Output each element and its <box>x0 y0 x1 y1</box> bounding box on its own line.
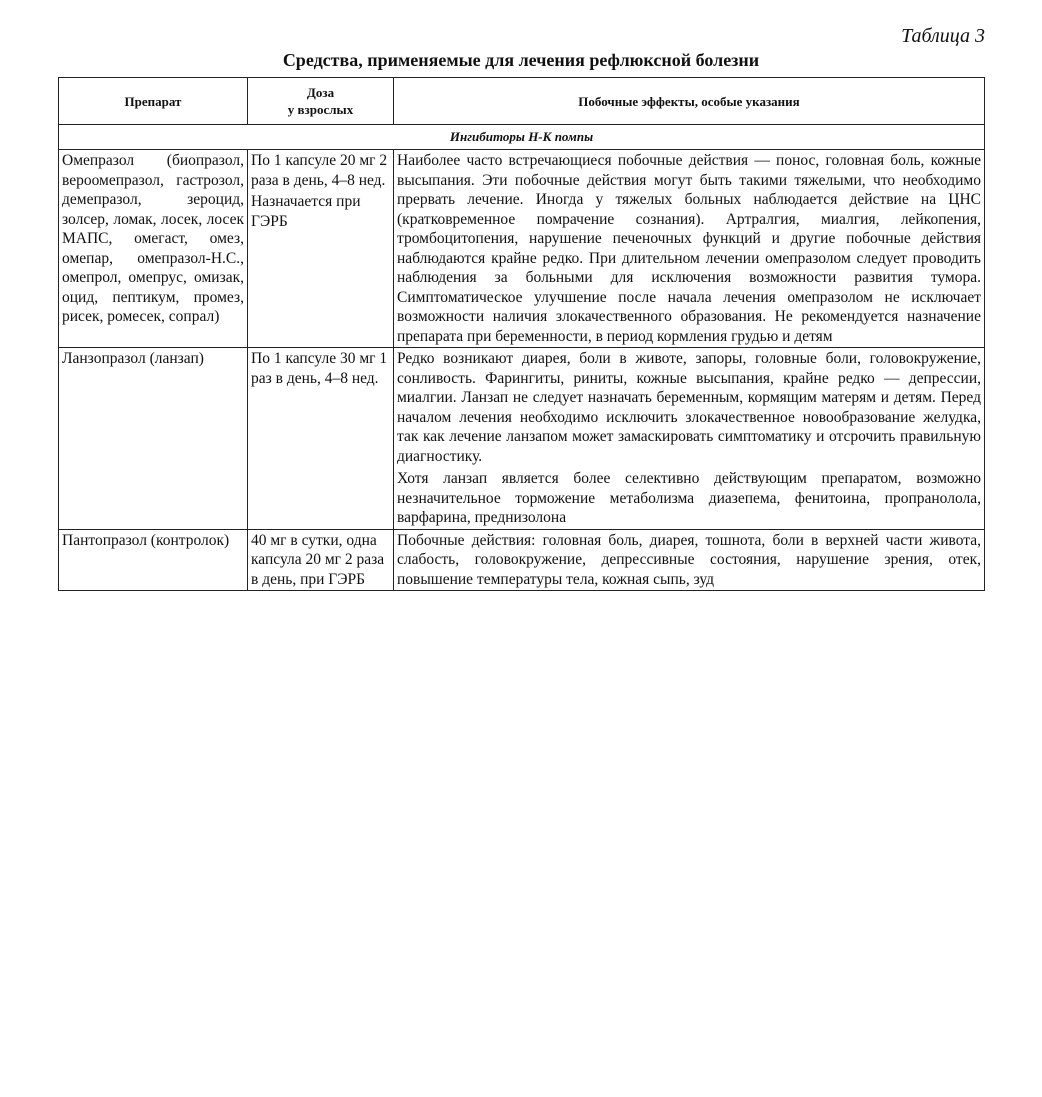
drug-cell: Омепразол (биопразол, вероомепразол, гастрозол, демепразол, зероцид, золсер, ломак, лосек, лосек МАПС, омегаст, омез, омепар, омепразол-Н.С., омепрол, омепрус, омизак, оцид, пептикум, промез, рисек, ромесек, сопрал) <box>59 150 248 348</box>
effects-paragraph: Хотя ланзап является более селективно действующим препаратом, возможно незначительное торможение метаболизма диазепема, фенитоина, пропранолола, варфарина, преднизолона <box>397 470 981 526</box>
dose-cell <box>248 529 394 591</box>
drug-table <box>58 77 985 591</box>
table-number: Таблица 3 <box>901 25 985 47</box>
dose-text: По 1 капсуле 20 мг 2 раза в день, 4–8 нед. <box>251 152 388 189</box>
table-row <box>59 150 985 348</box>
header-row <box>59 78 985 125</box>
dose-text: По 1 капсуле 30 мг 1 раз в день, 4–8 нед. <box>251 350 388 387</box>
header-drug: Препарат <box>59 78 248 125</box>
table-row <box>59 348 985 530</box>
drug-cell: Пантопразол (контролок) <box>59 529 248 591</box>
effects-paragraph: Побочные действия: головная боль, диарея, тошнота, боли в верхней части живота, слабость, головокружение, депрессивные состояния, нарушение зрения, отек, повышение температуры тела, кожная сыпь, зуд <box>397 531 981 588</box>
dose-cell <box>248 348 394 530</box>
table-row <box>59 529 985 591</box>
header-dose <box>248 78 394 125</box>
group-row <box>59 125 985 150</box>
dose-note: Назначается при ГЭРБ <box>251 193 361 230</box>
table-title: Средства, применяемые для лечения рефлюксной болезни <box>282 50 760 70</box>
effects-cell <box>394 150 985 348</box>
effects-paragraph: Редко возникают диарея, боли в животе, запоры, головные боли, головокружение, сонливость. Фарингиты, риниты, кожные высыпания, крайне редко — депрессии, миалгии. Ланзап не следует назначать беременным, кормящим матерям и детям. Перед началом лечения необходимо исключить злокачественное новообразование желудка, так как лечение ланзапом может замаскировать симптоматику и отсрочить правильную диагностику. <box>397 350 981 465</box>
effects-cell <box>394 348 985 530</box>
effects-cell <box>394 529 985 591</box>
header-dose-line2: у взрослых <box>287 102 354 117</box>
drug-cell: Ланзопразол (ланзап) <box>59 348 248 530</box>
header-effects: Побочные эффекты, особые указания <box>394 78 985 125</box>
dose-cell <box>248 150 394 348</box>
dose-text: 40 мг в сутки, одна капсула 20 мг 2 раза в день, при ГЭРБ <box>251 531 385 588</box>
header-dose-line1: Доза <box>306 85 335 100</box>
group-title: Ингибиторы Н-К помпы <box>59 125 985 150</box>
effects-paragraph: Наиболее часто встречающиеся побочные действия — понос, головная боль, кожные высыпания. Эти побочные действия могут быть такими тяжелыми, что необходимо прервать лечение. Иногда у тяжелых больных наблюдается действие на ЦНС (кратковременное помрачение сознания). Артралгия, миалгия, лейкопения, тромбоцитопения, нарушение печеночных функций и другие побочные действия наблюдаются крайне редко. При длительном лечении омепразолом следует проводить наблюдения за больными для исключения возможности развития тумора. Симптоматическое улучшение после начала лечения омепразолом не исключает возможности наличия злокачественного образования. Не рекомендуется назначение препарата при беременности, в период кормления грудью и детям <box>397 152 981 345</box>
